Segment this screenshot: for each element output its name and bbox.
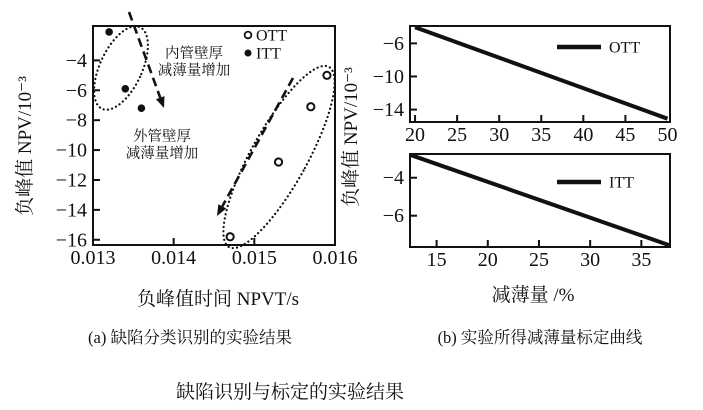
legend-marker-ITT xyxy=(245,50,251,56)
point-OTT xyxy=(307,103,314,110)
y-tick-label: −4 xyxy=(382,167,404,190)
annotation-text: 内管壁厚 xyxy=(165,46,223,62)
legend-label-ITT: ITT xyxy=(256,45,281,63)
trend-arrow-shaft xyxy=(129,12,160,98)
x-tick-label: 0.016 xyxy=(312,247,358,269)
x-tick-label: 35 xyxy=(631,249,652,271)
y-tick-label: −6 xyxy=(382,205,404,228)
annotation-text: 减薄量增加 xyxy=(157,63,231,79)
x-tick-label: 15 xyxy=(426,249,447,271)
legend-label-ITT: ITT xyxy=(609,174,634,192)
trend-arrow-head xyxy=(156,96,164,108)
y-axis-label: 负峰值 NPV/10⁻³ xyxy=(15,76,36,216)
x-tick-label: 30 xyxy=(489,124,510,146)
x-tick-label: 0.014 xyxy=(151,247,197,269)
x-tick-label: 35 xyxy=(531,124,552,146)
figure-title: 缺陷识别与标定的实验结果 xyxy=(175,382,405,403)
y-tick-label: −8 xyxy=(65,109,87,132)
calibration-line-ITT xyxy=(411,155,669,245)
y-tick-label: −6 xyxy=(382,32,404,55)
x-tick-label: 0.013 xyxy=(70,247,116,269)
point-ITT xyxy=(138,105,145,112)
y-tick-label: −14 xyxy=(372,99,404,122)
x-tick-label: 30 xyxy=(580,249,601,271)
point-OTT xyxy=(275,158,282,165)
y-tick-label: −14 xyxy=(55,199,87,222)
panel-a xyxy=(14,12,358,310)
panel-b-top xyxy=(373,26,678,146)
legend-label-OTT: OTT xyxy=(609,39,641,57)
trend-arrow-shaft xyxy=(222,78,293,206)
annotation-text: 减薄量增加 xyxy=(125,146,199,162)
y-tick-label: −6 xyxy=(65,79,87,102)
y-tick-label: −16 xyxy=(55,229,87,252)
cluster-ellipse-itt-cluster xyxy=(83,18,159,117)
point-OTT xyxy=(323,72,330,79)
y-tick-label: −12 xyxy=(55,169,87,192)
annotation-text: 外管壁厚 xyxy=(133,129,191,145)
x-tick-label: 45 xyxy=(615,124,636,146)
x-tick-label: 40 xyxy=(573,124,594,146)
x-tick-label: 20 xyxy=(477,249,498,271)
point-ITT xyxy=(122,85,129,92)
point-ITT xyxy=(106,29,113,36)
x-tick-label: 50 xyxy=(657,124,678,146)
cluster-ellipse-ott-cluster xyxy=(205,53,354,260)
x-tick-label: 25 xyxy=(528,249,549,271)
caption-panel-b: (b) 实验所得减薄量标定曲线 xyxy=(437,328,643,347)
y-tick-label: −4 xyxy=(65,49,87,72)
legend-label-OTT: OTT xyxy=(256,27,288,45)
x-axis-label: 减薄量 /% xyxy=(491,285,575,306)
x-axis-label: 负峰值时间 NPVT/s xyxy=(136,289,300,310)
y-axis-label: 负峰值 NPV/10⁻³ xyxy=(341,67,362,207)
caption-panel-a: (a) 缺陷分类识别的实验结果 xyxy=(88,328,292,347)
legend-marker-OTT xyxy=(245,32,252,39)
point-OTT xyxy=(227,233,234,240)
x-tick-label: 0.015 xyxy=(231,247,277,269)
y-tick-label: −10 xyxy=(372,65,404,88)
x-tick-label: 25 xyxy=(447,124,468,146)
x-tick-label: 20 xyxy=(405,124,426,146)
y-tick-label: −10 xyxy=(55,139,87,162)
